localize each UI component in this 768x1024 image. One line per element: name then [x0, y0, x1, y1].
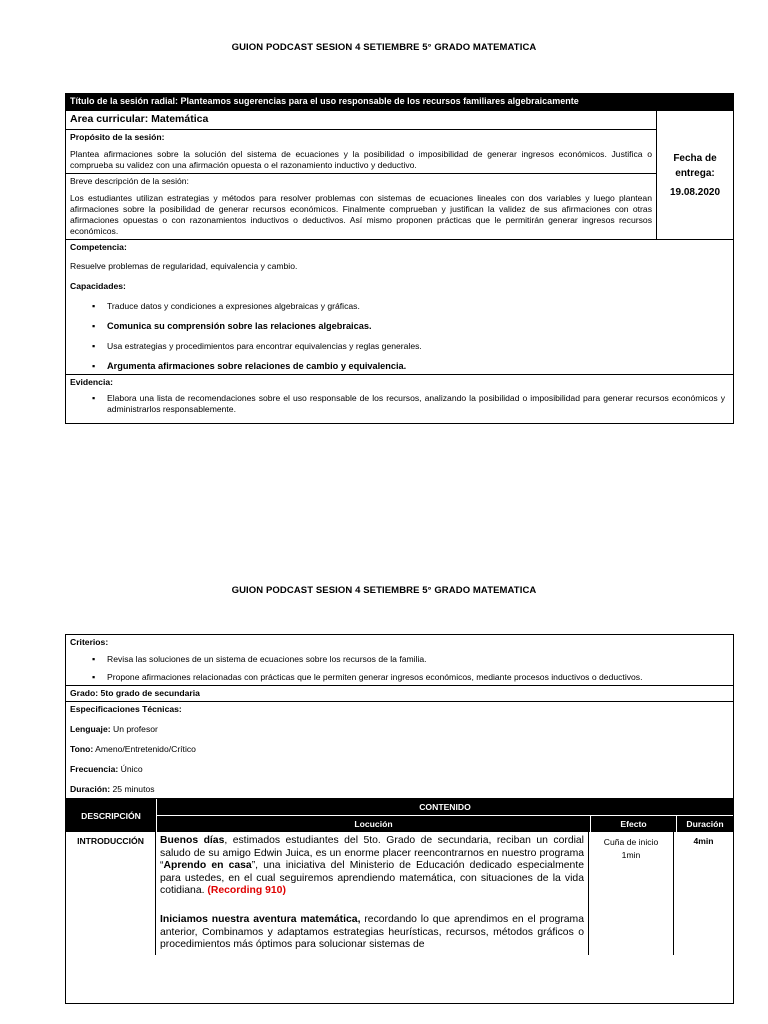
esp-label: Especificaciones Técnicas:	[70, 704, 182, 714]
col-efecto: Efecto	[591, 816, 677, 832]
efecto-line-1: Cuña de inicio	[603, 837, 659, 847]
purpose-section	[66, 130, 656, 174]
intro-text: recordando lo que aprendimos en el programa anterior, Combinamos y adaptamos estrategias heurísticas, recursos, métodos gráficos o procedimientos más óptimos para solucionar sistemas de	[160, 913, 584, 951]
col-locucion: Locución	[157, 816, 591, 832]
criterios-section	[66, 635, 733, 686]
brief-section	[66, 174, 656, 239]
area-curricular: Area curricular: Matemática	[66, 111, 656, 130]
delivery-date-label-2: entrega:	[675, 167, 715, 179]
tono-value: Ameno/Entretenido/Crítico	[93, 744, 196, 754]
col-duracion: Duración	[686, 819, 724, 829]
competencia-section	[66, 240, 733, 375]
table-row	[66, 832, 733, 955]
greeting-text: , estimados estudiantes del 5to. Grado de secundaria, reciban un cordial saludo de su amigo Edwin Juica, es un enorme placer reencontrarnos en nuestro programa “	[160, 835, 584, 872]
locucion-paragraph-2	[160, 914, 584, 952]
page-title: GUION PODCAST SESION 4 SETIEMBRE 5° GRADO MATEMATICA	[231, 42, 537, 53]
grado: Grado: 5to grado de secundaria	[66, 686, 733, 702]
evidencia-section	[66, 375, 733, 423]
greeting-text-2: ”, una iniciativa del Ministerio de Educación dedicado especialmente para ustedes, en el cual seguiremos aprendiendo matemática, con situaciones de la vida cotidiana.	[160, 860, 584, 897]
evidencia-text: ▪ Elabora una lista de recomendaciones sobre el uso responsable de los recursos, analizando la posibilidad o imposibilidad para generar recursos económicos y administrarlos responsablemente.	[70, 393, 729, 415]
col-descripcion: DESCRIPCIÓN	[66, 799, 157, 832]
frecuencia-value: Único	[118, 764, 143, 774]
capacidad-item: ▪ Usa estrategias y procedimientos para encontrar equivalencias y reglas generales.	[70, 341, 729, 352]
row-duracion: 4min	[693, 836, 714, 846]
tono-line	[70, 744, 729, 755]
capacidades-label: Capacidades:	[70, 281, 126, 291]
criterio-item: ▪ Propone afirmaciones relacionadas con prácticas que le permiten generar ingresos económicos, mediante procesos inductivos o deductivos.	[70, 672, 729, 683]
program-name: Aprendo en casa	[163, 860, 252, 872]
intro-bold: Iniciamos nuestra aventura matemática,	[160, 913, 361, 925]
session-title-row: Título de la sesión radial: Planteamos sugerencias para el uso responsable de los recursos familiares algebraicamente	[66, 94, 733, 111]
capacidad-item: ▪ Traduce datos y condiciones a expresiones algebraicas y gráficas.	[70, 301, 729, 312]
duracion-label: Duración:	[70, 784, 111, 794]
criterio-item: ▪ Revisa las soluciones de un sistema de ecuaciones sobre los recursos de la familia.	[70, 654, 729, 665]
capacidad-item: ▪ Comunica su comprensión sobre las relaciones algebraicas.	[70, 321, 729, 332]
lenguaje-value: Un profesor	[110, 724, 158, 734]
purpose-text: Plantea afirmaciones sobre la solución del sistema de ecuaciones y la posibilidad o imposibilidad de generar ingresos económicos. Justifica o comprueba su validez con una afirmación opuesta o el razonamiento inductivo y deductivo.	[70, 149, 652, 170]
content-table-header	[66, 799, 733, 832]
competencia-text: Resuelve problemas de regularidad, equivalencia y cambio.	[70, 261, 298, 271]
session-left-column	[66, 111, 657, 239]
tono-label: Tono:	[70, 744, 94, 754]
competencia-label: Competencia:	[70, 242, 127, 252]
capacidad-item: ▪ Argumenta afirmaciones sobre relaciones de cambio y equivalencia.	[70, 361, 729, 372]
purpose-label: Propósito de la sesión:	[70, 132, 165, 142]
locucion-paragraph-1	[160, 835, 584, 898]
row-descripcion: INTRODUCCIÓN	[66, 832, 156, 955]
script-table	[65, 634, 734, 1004]
session-main-grid	[66, 111, 733, 240]
duracion-line	[70, 784, 729, 795]
greeting-bold: Buenos días	[160, 835, 225, 846]
page-title-2: GUION PODCAST SESION 4 SETIEMBRE 5° GRADO MATEMATICA	[231, 585, 537, 596]
col-contenido-group	[157, 799, 733, 832]
frecuencia-label: Frecuencia:	[70, 764, 119, 774]
especificaciones-section	[66, 702, 733, 799]
delivery-date-value: 19.08.2020	[669, 186, 721, 198]
recording-tag: (Recording 910)	[207, 885, 286, 897]
frecuencia-line	[70, 764, 729, 775]
row-locucion	[156, 832, 589, 955]
content-subheaders	[157, 816, 733, 832]
duracion-value: 25 minutos	[110, 784, 155, 794]
criterios-label: Criterios:	[70, 637, 109, 647]
session-info-table	[65, 93, 734, 424]
brief-label: Breve descripción de la sesión:	[70, 176, 189, 186]
brief-text: Los estudiantes utilizan estrategias y métodos para resolver problemas con sistemas de ecuaciones lineales con dos variables y luego plantean afirmaciones sobre la posibilidad de generar recursos económicos. Finalmente comprueban y justifican la validez de sus afirmaciones con otras afirmaciones opuestas o con razonamientos inductivos o deductivos. Así mismo proponen prácticas que le permitirán generar ingresos recursos económicos.	[70, 193, 652, 236]
col-contenido: CONTENIDO	[157, 799, 733, 816]
efecto-line-2: 1min	[621, 850, 641, 860]
delivery-date-label: Fecha de	[673, 152, 717, 164]
lenguaje-label: Lenguaje:	[70, 724, 111, 734]
evidencia-label: Evidencia:	[70, 377, 113, 387]
row-efecto	[589, 832, 674, 955]
delivery-date-cell	[657, 111, 733, 239]
lenguaje-line	[70, 724, 729, 735]
